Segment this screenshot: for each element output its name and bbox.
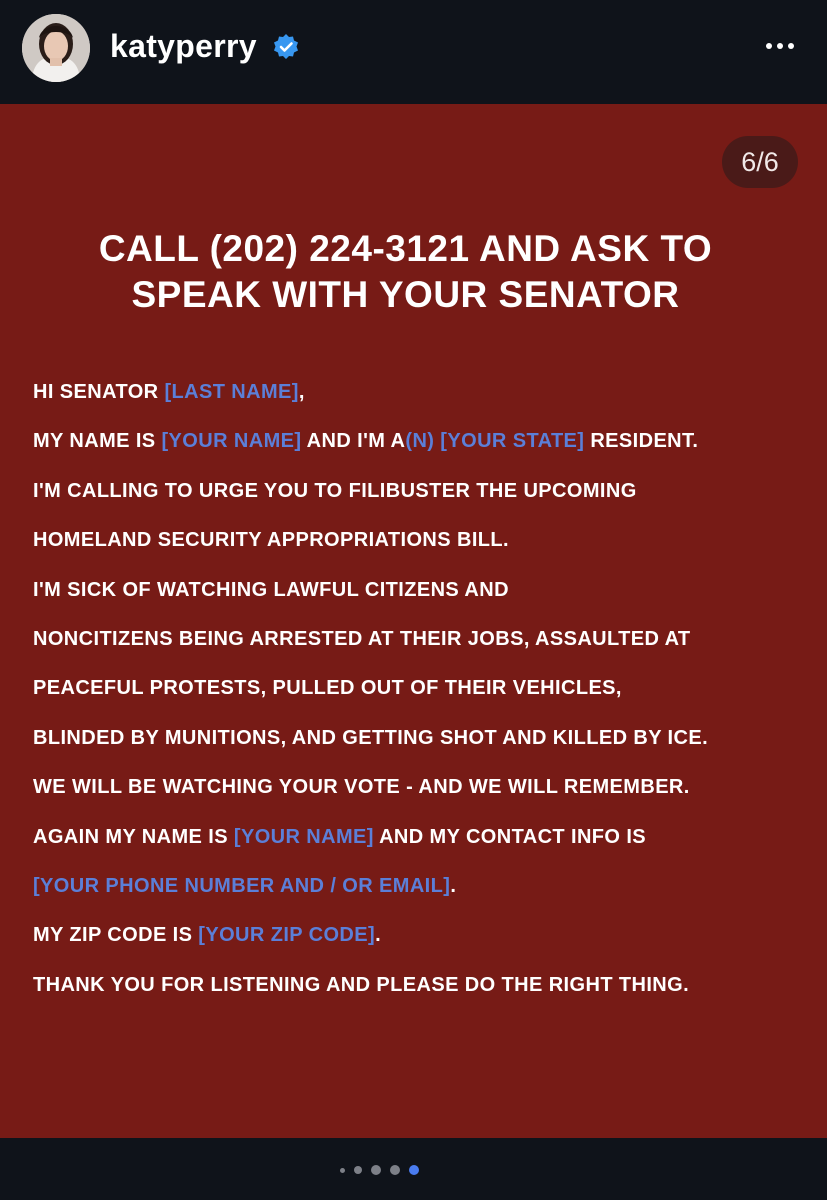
script-text: . [450, 874, 457, 897]
script-text: BLINDED BY MUNITIONS, AND GETTING SHOT AND KILLED BY ICE. [33, 726, 709, 749]
carousel-dot-active [409, 1165, 419, 1175]
script-line [33, 368, 813, 417]
script-line [33, 763, 813, 812]
script-line [33, 714, 813, 763]
script-line [33, 911, 813, 960]
placeholder-text: [YOUR NAME] [161, 430, 302, 453]
avatar-image [22, 14, 90, 82]
script-line [33, 862, 813, 911]
script-text: . [375, 924, 382, 947]
script-line [33, 615, 813, 664]
placeholder-text: [YOUR NAME] [233, 825, 374, 848]
avatar[interactable] [22, 14, 90, 82]
carousel-dot [390, 1165, 400, 1175]
script-text: AND I'M A [301, 430, 406, 453]
carousel-dot [371, 1165, 381, 1175]
script-text: I'M SICK OF WATCHING LAWFUL CITIZENS AND [33, 578, 509, 601]
script-text: MY ZIP CODE IS [33, 924, 199, 947]
placeholder-text: [YOUR PHONE NUMBER AND / OR EMAIL] [33, 874, 451, 897]
script-line [33, 516, 813, 565]
script-line [33, 417, 813, 466]
script-text: PEACEFUL PROTESTS, PULLED OUT OF THEIR VEHICLES, [33, 677, 622, 700]
more-options-icon[interactable] [760, 36, 800, 56]
script-text: , [298, 381, 305, 403]
script-line [33, 813, 813, 862]
script-text: WE WILL BE WATCHING YOUR VOTE - AND WE WILL REMEMBER. [33, 776, 690, 799]
call-script [33, 368, 813, 1010]
post-header [0, 0, 827, 104]
script-line [33, 566, 813, 615]
script-text: I'M CALLING TO URGE YOU TO FILIBUSTER THE UPCOMING [33, 479, 637, 502]
headline-line: CALL (202) 224-3121 AND ASK TO [98, 228, 713, 269]
username[interactable]: katyperry [110, 28, 257, 64]
carousel-dot [340, 1168, 345, 1173]
carousel-dot [354, 1166, 362, 1174]
placeholder-text: [LAST NAME] [164, 381, 299, 403]
script-text: HI SENATOR [33, 381, 165, 403]
carousel-dots [340, 1162, 419, 1178]
script-text: AND MY CONTACT INFO IS [373, 825, 647, 848]
script-text: THANK YOU FOR LISTENING AND PLEASE DO THE RIGHT THING. [33, 973, 690, 996]
script-line [33, 961, 813, 1010]
placeholder-text: [YOUR ZIP CODE] [198, 924, 376, 947]
script-text: MY NAME IS [33, 430, 162, 453]
headline [0, 226, 811, 318]
script-line [33, 664, 813, 713]
script-text: AGAIN MY NAME IS [33, 825, 234, 848]
placeholder-text: (N) [YOUR STATE] [405, 430, 585, 453]
verified-badge-icon [272, 33, 300, 61]
script-text: RESIDENT. [584, 430, 699, 453]
headline-line: SPEAK WITH YOUR SENATOR [131, 274, 680, 315]
script-text: NONCITIZENS BEING ARRESTED AT THEIR JOBS, ASSAULTED AT [33, 627, 691, 650]
script-text: HOMELAND SECURITY APPROPRIATIONS BILL. [33, 529, 509, 552]
slide-counter: 6/6 [722, 136, 798, 188]
script-line [33, 467, 813, 516]
